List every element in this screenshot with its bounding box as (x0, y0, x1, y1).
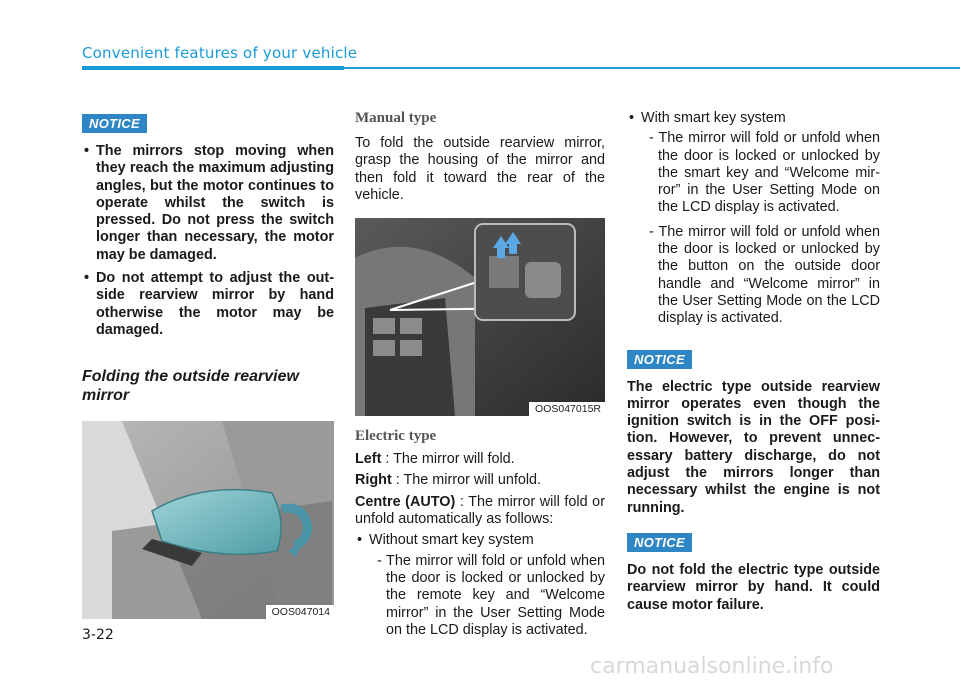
centre-position-text (355, 494, 605, 529)
column-left (82, 114, 334, 619)
mirror-fold-figure (82, 421, 334, 619)
left-term: Left (355, 451, 382, 468)
notice-badge: NOTICE (627, 350, 692, 369)
column-middle (355, 110, 605, 639)
watermark: carmanualsonline.info (590, 654, 834, 679)
dash-item: - The mirror will fold or unfold when the door is locked or unlocked by the button on the outside door handle and “Welcome mirror” in the User Setting Mode on the LCD display is activated. (649, 223, 880, 327)
column-right (627, 110, 880, 614)
list-item: • With smart key system (627, 110, 880, 127)
figure-caption: OOS047015R (529, 402, 605, 416)
electric-type-heading: Electric type (355, 428, 437, 445)
right-term: Right (355, 472, 392, 489)
dash-item: - The mirror will fold or unfold when the door is locked or unlocked by the remote key and “Welcome mirror” in the User Setting Mode on the LCD display is activated. (377, 552, 605, 638)
page-number: 3-22 (82, 627, 114, 643)
figure-caption: OOS047014 (266, 605, 334, 619)
section-heading: Folding the outside rearview mirror (82, 368, 299, 405)
door-switch-illustration (355, 218, 605, 416)
notice-badge: NOTICE (627, 533, 692, 552)
header-rule-accent (82, 66, 344, 70)
notice-text: Do not fold the electric type outside rearview mirror by hand. It could cause motor failure. (627, 561, 880, 613)
header-rule (344, 67, 960, 69)
notice-list (82, 143, 334, 339)
notice-text: The electric type outside rearview mirror operates even though the ignition switch is in the OFF position. However, to prevent unnecessary battery discharge, do not adjust the mirrors longer than necessary whilst the engine is not running. (627, 378, 880, 516)
chapter-title: Convenient features of your vehicle (82, 44, 358, 62)
auto-mode-list (355, 532, 605, 549)
notice-badge: NOTICE (82, 114, 147, 133)
left-description: : The mirror will fold. (381, 451, 515, 468)
door-switch-figure (355, 218, 605, 416)
centre-description: : The mirror will fold or unfold automatically as follows: (355, 493, 605, 528)
right-description: : The mirror will unfold. (391, 472, 542, 489)
notice-item: • The mirrors stop moving when they reach the maximum adjusting angles, but the motor continues to operate whilst the switch is pressed. Do not press the switch longer than necessary, the motor may be damaged. (82, 143, 334, 264)
right-position-text (355, 472, 605, 489)
dash-item: - The mirror will fold or unfold when the door is locked or unlocked by the smart key and “Welcome mirror” in the User Setting Mode on the LCD display is activated. (649, 130, 880, 216)
list-item: • Without smart key system (355, 532, 605, 549)
outside-mirror-illustration (82, 421, 334, 619)
left-position-text (355, 451, 605, 468)
smart-key-list (627, 110, 880, 127)
notice-item: • Do not attempt to adjust the outside rearview mirror by hand otherwise the motor may be damaged. (82, 270, 334, 339)
manual-type-heading: Manual type (355, 110, 437, 126)
manual-type-text: To fold the outside rearview mirror, grasp the housing of the mirror and then fold it toward the rear of the vehicle. (355, 135, 605, 203)
centre-term: Centre (AUTO) (355, 493, 456, 510)
